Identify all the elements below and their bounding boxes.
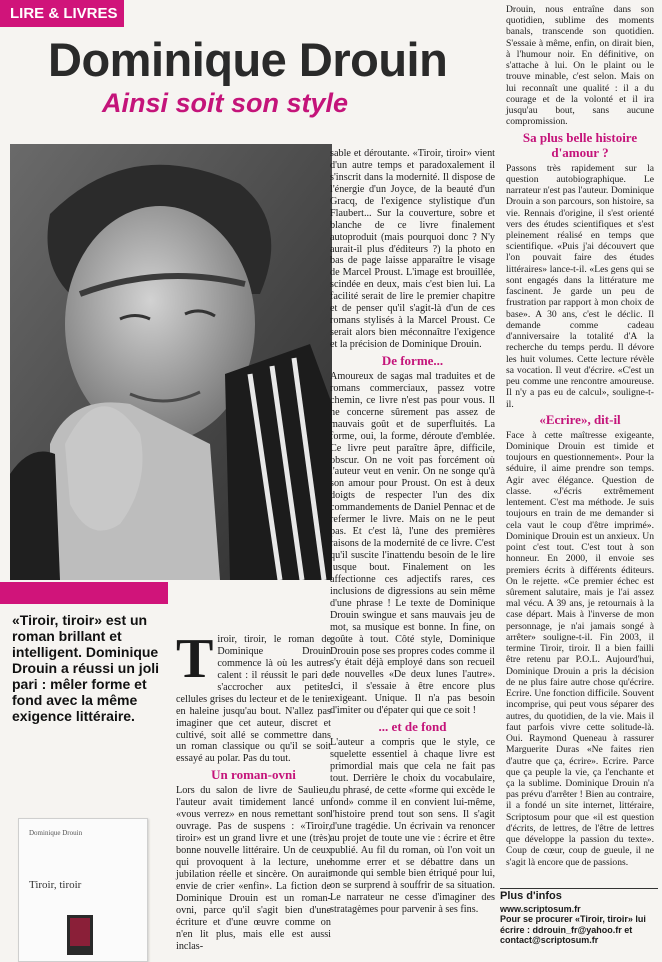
book-author: Dominique Drouin [29,829,83,837]
more-info-box [500,888,658,946]
section-subhead: De forme... [381,352,444,368]
paragraph: Face à cette maîtresse exigeante, Dominique Drouin est timide et toujours en questionnement». Pour la séduire, il aime prendre son temps. Agir avec élégance. Question de classe. «J'écris extrêmement lentement. C'est ma méthode. Je suis toujours en train de me demander si cela vaut le coup d'être imprimé». Dominique Drouin est un anxieux. Un point c'est tout. C'est tout à son honneur. En 2000, il envoie ses premiers écrits à différents éditeurs. On le rejette. «Ce premier échec est sûrement salutaire, mais je l'ai assez mal vécu. A 39 ans, je retournais à la case départ. Mais à l'inverse de mon personnage, je n'ai jamais songé à arrêter» souligne-t-il. Fin 2003, il termine Tiroir, tiroir. Il a bien failli être retenu par P.O.L. Aujourd'hui, Dominique Drouin a pris la décision de ne plus faire autre chose qu'écrire. Ecrire. Une fonction difficile. Souvent incomprise, qui peut vous séparer des autres, du quotidien, de la vie. Mais il faut parfois vivre cette solitude-là. Oui. Raymond Queneau à rassurer Marguerite Duras «Ne faites rien d'autre que ça, écrire». Ecrire. Parce que ça peuple la vie, ça l'enchante et ça la sublime. Dominique Drouin n'a pas prévu d'arrêter ! Bien au contraire, il a fondé un site internet, littéraire, Scriptosum pour que «il est question d'écrits, de lettres, de l'être de lettres que développe la passion du texte». Coup de cœur, coup de gueule, il ne s'agit là encore que de passions. [506,429,654,868]
article-subtitle: Ainsi soit son style [102,88,349,118]
paragraph: Drouin, nous entraîne dans son quotidien, sublime des moments banals, transcende son quotidien. S'essaie à même, enfin, on dirait bien, à l'humour noir. En définitive, on s'attache à lui. On le plaint ou le trouve minable, c'est selon. Mais on lui reconnaît une qualité : il a du courage et de la volonté et il ira jusqu'au bout, sans aucune compromission. [506,4,654,128]
section-subhead: ... et de fond [378,719,447,735]
book-cover [18,818,148,962]
section-tag: LIRE & LIVRES [0,0,124,27]
drop-cap: T [176,628,214,690]
lead-paragraph: «Tiroir, tiroir» est un roman brillant et intelligent. Dominique Drouin a réussi un joli pari : mêler forme et fond avec la même exigence littéraire. [12,612,160,724]
section-subhead: Sa plus belle histoire d'amour ? [522,129,638,160]
website-link[interactable]: www.scriptosum.fr [500,903,581,914]
article-column-3 [506,4,654,869]
paragraph: L'auteur a compris que le style, ce squelette essentiel à chaque livre est primordial mais que cela ne fait pas tout. Derrière le choix du vocabulaire, du phrasé, de cette «forme qui excède le fond» comme il en convient lui-même, l'histoire prend tout son sens. Il s'agit d'une tragédie. Un écrivain va renoncer au projet de toute une vie : écrire et être publié. Au fil du roman, où l'on voit un homme errer et se débattre dans un monde qui semble bien étriqué pour lui, on se surprend à souffrir de sa situation. Le narrateur ne cesse d'imaginer des stratagèmes pour parvenir à ses fins. [330,737,495,916]
book-cover-photo [67,915,93,955]
paragraph: iroir, tiroir, le roman de Dominique Drouin commence là où les autres calent : il réussit le pari de s'accrocher aux petites cellules grises du lecteur et de le tenir en haleine jusqu'au bout. N'allez pas imaginer que cet auteur, discret et cultivé, soit allé se commettre dans un roman classique ou qu'il se soit essayé au polar. Pas du tout. [176,634,331,765]
contact-info: Pour se procurer «Tiroir, tiroir» lui écrire : ddrouin_fr@yahoo.fr et contact@scriptosum.fr [500,914,646,945]
article-column-2 [330,148,495,917]
article-column-1 [176,628,331,953]
paragraph: Lors du salon de livre de Saulieu, l'auteur avait timidement lancé un «vous verrez» en nous remettant son ouvrage. Pas de suspens : «Tiroir, tiroir» est un grand livre et une (très) bonne nouvelle littéraire. Un de ceux qui provoquent à la lecture, une jubilation réelle et sincère. On aurait envie de crier «enfin». La fiction de Dominique Drouin est un roman-ovni, parce qu'il s'agit bien d'une écriture et d'une œuvre comme on n'en lit plus, mais elle est aussi inclas- [176,785,331,952]
paragraph: Amoureux de sagas mal traduites et de romans commerciaux, passez votre chemin, ce livre n'est pas pour vous. Il ne concerne sûrement pas assez de mauvais goût et de superfluités. La forme, oui, la forme, déroute d'emblée. Ce livre peut paraître âpre, difficile, obscur. On ne voit pas forcément où l'auteur veut en venir. On ne songe qu'à son amour pour Proust. On est à deux doigts de respecter l'un des dix commandements de Daniel Pennac et de refermer le livre. Mais on ne le peut pas. Et c'est là, l'une des premières raisons de la modernité de ce livre. C'est qu'il suscite l'inattendu besoin de le lire jusque bout. Finalement on les affectionne ces adjectifs rares, ces inclusions de digressions au sein même d'une phrase ! Le texte de Dominique Drouin swingue et sans mauvais jeu de mot, sa musique est bonne. In fine, on goûte à tout. Côté style, Dominique Drouin pose ses propres codes comme il s'y était déjà employé dans son recueil de nouvelles «De deux lunes l'autre». Ici, il s'essaie à être encore plus exigeant. Unique. Il n'a pas besoin d'imiter ou d'épater qui que ce soit ! [330,370,495,717]
more-info-title: Plus d'infos [500,888,658,902]
section-subhead: «Ecrire», dit-il [539,411,621,427]
section-subhead: Un roman-ovni [211,767,296,783]
paragraph: sable et déroutante. «Tiroir, tiroir» vient d'un autre temps et paradoxalement il s'inscrit dans la modernité. Il dispose de l'énergie d'un Joyce, de la beauté d'un Gracq, de l'exigence stylistique d'un Flaubert... Sur la couverture, sobre et blanche de ce livre finalement autoproduit (mais pourquoi donc ? N'y aurait-il plus d'éditeurs ?) la photo en bas de page laisse apparaître le visage de Marcel Proust. L'image est brouillée, scindée en deux, mais c'est bien lui. La facilité serait de lire le premier chapitre et de penser qu'il s'agit-là d'un de ces romans stylisés à la Marcel Proust. Ce serait alors bien méconnaître l'exigence et la précision de Dominique Drouin. [330,148,495,350]
lead-color-band [0,582,168,604]
paragraph: Passons très rapidement sur la question autobiographique. Le narrateur n'est pas l'auteur. Dominique Drouin a son parcours, son histoire, sa vie. Rennais d'origine, il s'est orienté vers des études scientifiques et s'est pleinement réalisé en temps que scientifique. «Puis j'ai découvert que l'on pouvait faire des études littéraires» lance-t-il. «Les gens qui se sont engagés dans la littérature me fascinent. Je garde un peu de frustration par rapport à mon choix de base». A 30 ans, c'est le déclic. Il demande comme cadeau d'anniversaire la totalité d'A la recherche du temps perdu. Il dévore les huit volumes. Cette lecture révèle sa vocation. Il veut d'écrire. «C'est un peu comme une rencontre amoureuse. Il n'y a pas eu de calcul», souligne-t-il. [506,162,654,410]
author-portrait [10,144,332,580]
article-headline: Dominique Drouin [48,33,448,86]
book-title: Tiroir, tiroir [29,879,82,891]
